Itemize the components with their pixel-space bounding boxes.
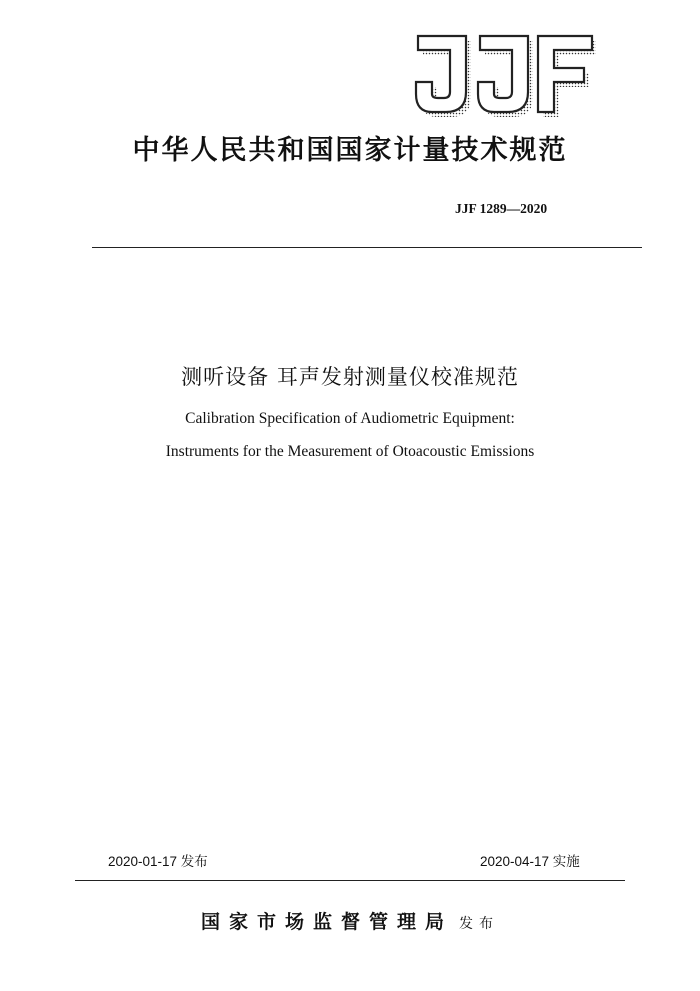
- publisher-line: [0, 907, 700, 934]
- logo-letter: [478, 36, 528, 112]
- top-divider: [92, 247, 642, 248]
- implementation-date: 2020-04-17 实施: [480, 854, 580, 869]
- jjf-logo: [414, 32, 596, 120]
- spec-title-english-line2: Instruments for the Measurement of Otoacoustic Emissions: [165, 443, 535, 460]
- bottom-divider: [75, 880, 625, 881]
- spec-title-english-line1: Calibration Specification of Audiometric Equipment:: [185, 410, 515, 427]
- publisher-name: 国家市场监督管理局: [200, 911, 453, 933]
- publish-label: 发布: [459, 916, 499, 932]
- spec-code: JJF 1289—2020: [455, 201, 548, 216]
- issue-date: 2020-01-17 发布: [108, 854, 208, 869]
- spec-title-chinese: 测听设备 耳声发射测量仪校准规范: [181, 365, 519, 389]
- logo-letter: [416, 36, 466, 112]
- logo-letter: [538, 36, 592, 112]
- main-title: 中华人民共和国国家计量技术规范: [132, 135, 568, 166]
